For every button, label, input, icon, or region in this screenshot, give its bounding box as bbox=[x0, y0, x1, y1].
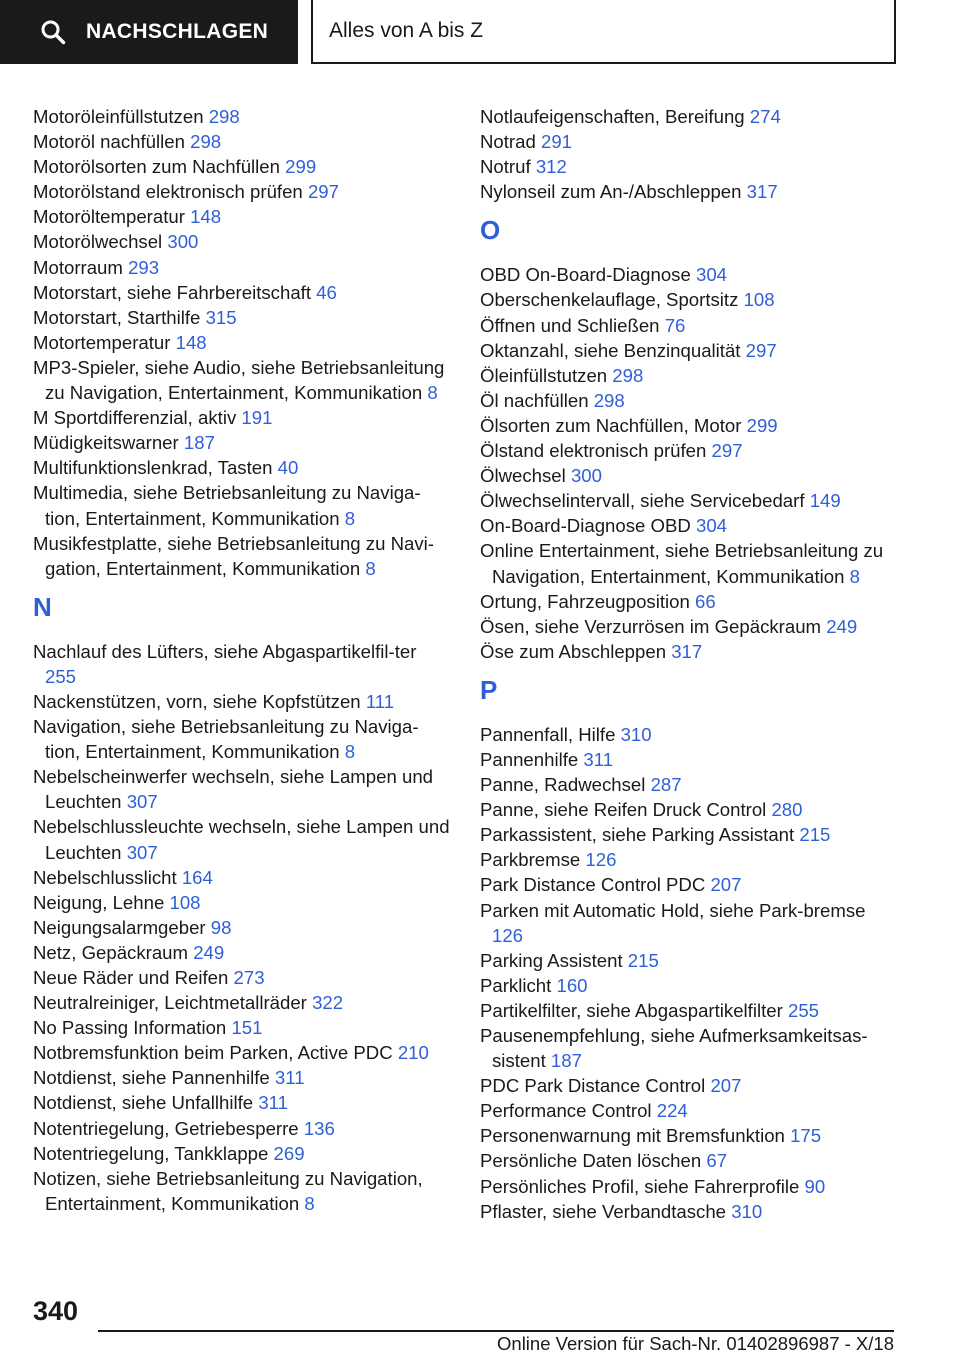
index-entry-text: Neigungsalarmgeber bbox=[33, 916, 206, 938]
index-entry-text: Partikelfilter, siehe Abgaspartikelfilter bbox=[480, 999, 783, 1021]
index-entry-text: Netz, Gepäckraum bbox=[33, 941, 189, 963]
index-page-link[interactable]: 298 bbox=[190, 131, 222, 153]
index-page-link[interactable]: 8 bbox=[849, 565, 860, 587]
page-header bbox=[0, 0, 960, 66]
index-entry bbox=[480, 1123, 900, 1148]
index-entry bbox=[480, 179, 900, 204]
index-entry-text: Öse zum Abschleppen bbox=[480, 640, 667, 662]
index-entry bbox=[33, 179, 451, 204]
index-page-link[interactable]: 310 bbox=[620, 723, 652, 745]
active-tab-label: Alles von A bis Z bbox=[329, 19, 484, 42]
index-page-link[interactable]: 298 bbox=[593, 389, 625, 411]
index-entry-text: Oberschenkelauflage, Sportsitz bbox=[480, 289, 739, 311]
index-entry-text: Pflaster, siehe Verbandtasche bbox=[480, 1200, 727, 1222]
index-entry-text: Nebelschlusslicht bbox=[33, 866, 177, 888]
index-page-link[interactable]: 255 bbox=[45, 665, 77, 687]
index-page-link[interactable]: 304 bbox=[696, 515, 728, 537]
index-entry-text: Motortemperatur bbox=[33, 331, 171, 353]
search-tab[interactable] bbox=[0, 0, 298, 64]
page-number: 340 bbox=[33, 1296, 79, 1326]
index-entry-text: Motoröltemperatur bbox=[33, 206, 185, 228]
index-entry bbox=[33, 865, 451, 890]
index-entry-text: Parkbremse bbox=[480, 849, 581, 871]
index-entry-text: Notdienst, siehe Pannenhilfe bbox=[33, 1067, 270, 1089]
index-entry-text: Panne, siehe Reifen Druck Control bbox=[480, 799, 767, 821]
index-page-link[interactable]: 148 bbox=[175, 331, 207, 353]
index-letter-heading: N bbox=[33, 591, 52, 622]
index-entry bbox=[480, 538, 900, 588]
index-entry-text: Notdienst, siehe Unfallhilfe bbox=[33, 1092, 254, 1114]
index-page-link[interactable]: 312 bbox=[535, 156, 567, 178]
index-entry bbox=[33, 639, 451, 689]
index-page-link[interactable]: 149 bbox=[809, 490, 841, 512]
index-entry bbox=[33, 305, 451, 330]
index-page-link[interactable]: 311 bbox=[258, 1092, 288, 1114]
index-entry-text: Multimedia, siehe Betriebsanleitung zu Naviga‐tion, Entertainment, Kommunikation bbox=[33, 482, 421, 529]
index-entry bbox=[33, 154, 451, 179]
index-page-link[interactable]: 293 bbox=[128, 256, 160, 278]
index-entry-text: Notentriegelung, Getriebesperre bbox=[33, 1117, 299, 1139]
index-entry-text: Ölstand elektronisch prüfen bbox=[480, 440, 707, 462]
index-page-link[interactable]: 273 bbox=[233, 967, 265, 988]
index-entry bbox=[33, 1116, 451, 1141]
index-entry bbox=[480, 772, 900, 797]
index-page-link[interactable]: 291 bbox=[540, 131, 573, 153]
index-entry-text: Motoröl nachfüllen bbox=[33, 131, 185, 153]
index-entry bbox=[480, 614, 900, 639]
index-page-link[interactable]: 297 bbox=[307, 181, 339, 203]
index-entry bbox=[480, 154, 900, 179]
index-entry-text: Ölwechselintervall, siehe Servicebedarf bbox=[480, 490, 805, 512]
index-entry-text: No Passing Information bbox=[33, 1017, 227, 1039]
index-entry-text: Notizen, siehe Betriebsanleitung zu Navigation, Entertainment, Kommunikation bbox=[33, 1167, 423, 1214]
index-page-link[interactable]: 210 bbox=[397, 1042, 429, 1064]
index-page-link[interactable]: 269 bbox=[273, 1142, 305, 1164]
index-entry bbox=[33, 280, 451, 305]
index-page-link[interactable]: 108 bbox=[169, 891, 201, 913]
index-page-link[interactable]: 108 bbox=[743, 289, 775, 311]
index-entry bbox=[480, 363, 900, 388]
index-page-link[interactable]: 249 bbox=[193, 941, 225, 963]
index-entry bbox=[33, 129, 451, 154]
index-entry bbox=[480, 1023, 900, 1073]
index-entry bbox=[480, 639, 900, 664]
index-page-link[interactable]: 8 bbox=[344, 507, 356, 529]
index-entry bbox=[480, 822, 900, 847]
index-entry bbox=[33, 1141, 451, 1166]
index-page-link[interactable]: 311 bbox=[583, 748, 614, 770]
index-page-link[interactable]: 315 bbox=[205, 306, 237, 328]
index-page-link[interactable]: 322 bbox=[312, 992, 344, 1014]
index-entry-text: Müdigkeitswarner bbox=[33, 432, 179, 454]
index-page-link[interactable]: 297 bbox=[745, 339, 777, 361]
index-page-link[interactable]: 311 bbox=[274, 1067, 305, 1089]
index-entry-text: M Sportdifferenzial, aktiv bbox=[33, 407, 237, 429]
index-entry bbox=[33, 405, 451, 430]
index-entry bbox=[480, 129, 900, 154]
index-entry-text: Musikfestplatte, siehe Betriebsanleitung zu Navi‐gation, Entertainment, Kommunikation bbox=[33, 532, 435, 579]
index-page-link[interactable]: 164 bbox=[181, 866, 213, 888]
index-entry bbox=[480, 998, 900, 1023]
index-entry bbox=[480, 948, 900, 973]
index-entry-text: Notrad bbox=[480, 131, 536, 153]
index-page-link[interactable]: 90 bbox=[804, 1175, 826, 1197]
index-page-link[interactable]: 310 bbox=[731, 1200, 763, 1222]
index-page-link[interactable]: 66 bbox=[695, 590, 716, 612]
index-letter-heading: O bbox=[480, 215, 501, 246]
index-entry bbox=[33, 714, 451, 764]
index-entry bbox=[480, 722, 900, 747]
index-entry-text: MP3-Spieler, siehe Audio, siehe Betriebsanleitung zu Navigation, Entertainment, Kommunikation bbox=[33, 356, 445, 404]
index-page-link[interactable]: 307 bbox=[126, 841, 158, 863]
index-entry bbox=[33, 455, 451, 480]
index-page-link[interactable]: 298 bbox=[208, 106, 240, 127]
index-entry bbox=[33, 204, 451, 229]
index-entry bbox=[480, 463, 900, 488]
index-page-link[interactable]: 215 bbox=[627, 949, 659, 971]
index-entry bbox=[480, 513, 900, 538]
index-entry-text: Motoröleinfüllstutzen bbox=[33, 106, 204, 127]
index-entry bbox=[480, 847, 900, 872]
index-entry bbox=[480, 438, 900, 463]
index-entry bbox=[480, 338, 900, 363]
index-entry-text: Personenwarnung mit Bremsfunktion bbox=[480, 1125, 785, 1147]
index-entry bbox=[33, 1065, 451, 1090]
index-entry bbox=[480, 1199, 900, 1224]
index-entry-text: Nachlauf des Lüfters, siehe Abgaspartikelfil‐ter bbox=[33, 640, 417, 662]
index-entry-text: Parken mit Automatic Hold, siehe Park‐bremse bbox=[480, 899, 866, 921]
index-entry-text: Multifunktionslenkrad, Tasten bbox=[33, 457, 273, 479]
index-entry-text: Online Entertainment, siehe Betriebsanleitung zu Navigation, Entertainment, Kommunikation bbox=[480, 540, 884, 587]
index-entry-text: Motorölwechsel bbox=[33, 231, 163, 253]
index-entry bbox=[33, 531, 451, 581]
index-page-link[interactable]: 98 bbox=[210, 916, 232, 938]
index-page-link[interactable]: 317 bbox=[746, 181, 778, 203]
index-page-link[interactable]: 191 bbox=[241, 407, 273, 429]
index-page-link[interactable]: 151 bbox=[231, 1017, 263, 1039]
index-entry-text: Pausenempfehlung, siehe Aufmerksamkeitsas‐sistent bbox=[480, 1025, 868, 1072]
index-entry-text: Nebelscheinwerfer wechseln, siehe Lampen und Leuchten bbox=[33, 766, 434, 813]
index-entry-text: Persönliche Daten löschen bbox=[480, 1150, 702, 1172]
index-entry-text: Motorölsorten zum Nachfüllen bbox=[33, 156, 280, 178]
index-entry-text: Motorölstand elektronisch prüfen bbox=[33, 181, 303, 203]
index-entry bbox=[33, 330, 451, 355]
index-page-link[interactable]: 40 bbox=[277, 457, 299, 479]
index-entry-text: Parkassistent, siehe Parking Assistant bbox=[480, 824, 795, 846]
index-page-link[interactable]: 67 bbox=[706, 1150, 728, 1172]
index-page-link[interactable]: 304 bbox=[696, 264, 728, 286]
index-entry bbox=[33, 689, 451, 714]
index-entry bbox=[33, 355, 451, 405]
index-column-right bbox=[480, 104, 900, 1224]
index-entry-text: Pannenhilfe bbox=[480, 748, 579, 770]
index-page-link[interactable]: 298 bbox=[612, 364, 644, 386]
index-entry-text: Performance Control bbox=[480, 1100, 652, 1122]
index-page-link[interactable]: 317 bbox=[671, 640, 703, 662]
index-page-link[interactable]: 76 bbox=[664, 314, 686, 336]
index-entry bbox=[33, 430, 451, 455]
index-entry bbox=[480, 589, 900, 614]
index-entry-text: OBD On-Board-Diagnose bbox=[480, 264, 691, 286]
index-page-link[interactable]: 224 bbox=[656, 1100, 688, 1122]
tab-alles-von-a-bis-z[interactable] bbox=[311, 0, 896, 64]
index-entry bbox=[33, 229, 451, 254]
index-entry bbox=[33, 915, 451, 940]
index-page-link[interactable]: 297 bbox=[711, 440, 743, 462]
index-entry-text: Panne, Radwechsel bbox=[480, 774, 646, 796]
index-entry bbox=[480, 1098, 900, 1123]
index-page-link[interactable]: 287 bbox=[650, 774, 682, 796]
index-entry-text: Neigung, Lehne bbox=[33, 891, 165, 913]
index-entry bbox=[480, 1174, 900, 1199]
index-entry-text: PDC Park Distance Control bbox=[480, 1075, 706, 1097]
index-entry bbox=[33, 1090, 451, 1115]
index-entry bbox=[480, 872, 900, 897]
index-entry-text: Motorstart, siehe Fahrbereitschaft bbox=[33, 281, 311, 303]
index-entry-text: Notruf bbox=[480, 156, 531, 178]
index-page-link[interactable]: 126 bbox=[585, 849, 617, 871]
index-page-link[interactable]: 46 bbox=[316, 281, 337, 303]
index-page-link[interactable]: 299 bbox=[285, 156, 317, 178]
index-entry-text: Motorraum bbox=[33, 256, 123, 278]
index-entry bbox=[480, 973, 900, 998]
index-entry-text: Notbremsfunktion beim Parken, Active PDC bbox=[33, 1042, 393, 1064]
index-entry-text: Notlaufeigenschaften, Bereifung bbox=[480, 106, 745, 127]
index-entry bbox=[33, 480, 451, 530]
index-page-link[interactable]: 126 bbox=[492, 924, 524, 946]
index-entry bbox=[33, 1166, 451, 1216]
index-entry bbox=[480, 797, 900, 822]
index-page-link[interactable]: 136 bbox=[303, 1117, 335, 1139]
index-entry-text: Motorstart, Starthilfe bbox=[33, 306, 201, 328]
index-page-link[interactable]: 274 bbox=[749, 106, 781, 127]
index-entry-text: Ortung, Fahrzeugposition bbox=[480, 590, 690, 612]
index-entry bbox=[33, 1015, 451, 1040]
index-entry bbox=[33, 965, 451, 990]
index-entry-text: Neue Räder und Reifen bbox=[33, 967, 229, 988]
index-page-link[interactable]: 249 bbox=[826, 615, 858, 637]
index-entry bbox=[33, 104, 451, 129]
index-entry bbox=[480, 313, 900, 338]
index-entry-text: Persönliches Profil, siehe Fahrerprofile bbox=[480, 1175, 800, 1197]
index-entry bbox=[33, 814, 451, 864]
index-entry bbox=[480, 1073, 900, 1098]
index-page-link[interactable]: 111 bbox=[365, 690, 395, 712]
index-entry-text: Notentriegelung, Tankklappe bbox=[33, 1142, 269, 1164]
index-entry bbox=[480, 413, 900, 438]
index-entry-text: Nylonseil zum An-/Abschleppen bbox=[480, 181, 742, 203]
index-entry-text: Öl nachfüllen bbox=[480, 389, 589, 411]
index-entry bbox=[480, 747, 900, 772]
index-page-link[interactable]: 307 bbox=[126, 791, 158, 813]
index-entry bbox=[480, 388, 900, 413]
index-entry-text: Pannenfall, Hilfe bbox=[480, 723, 616, 745]
index-entry bbox=[33, 940, 451, 965]
index-entry-text: Nackenstützen, vorn, siehe Kopfstützen bbox=[33, 690, 361, 712]
index-page-link[interactable]: 215 bbox=[799, 824, 831, 846]
index-column-left bbox=[33, 104, 451, 1216]
index-entry-text: Navigation, siehe Betriebsanleitung zu Naviga‐tion, Entertainment, Kommunikation bbox=[33, 716, 419, 763]
index-page-link[interactable]: 8 bbox=[304, 1192, 315, 1214]
index-entry-text: Parking Assistent bbox=[480, 949, 623, 971]
index-entry-text: Parklicht bbox=[480, 974, 552, 996]
index-entry bbox=[480, 262, 900, 287]
index-entry bbox=[480, 287, 900, 312]
index-page-link[interactable]: 160 bbox=[556, 974, 588, 996]
index-page-link[interactable]: 300 bbox=[167, 231, 199, 253]
footer-version-text: Online Version für Sach-Nr. 01402896987 - X/18 bbox=[497, 1333, 894, 1354]
index-entry-text: Oktanzahl, siehe Benzinqualität bbox=[480, 339, 741, 361]
index-page-link[interactable]: 175 bbox=[790, 1125, 822, 1147]
index-entry bbox=[33, 990, 451, 1015]
index-page-link[interactable]: 299 bbox=[746, 414, 778, 436]
index-letter-heading: P bbox=[480, 674, 498, 705]
index-entry-text: Park Distance Control PDC bbox=[480, 874, 706, 896]
index-entry bbox=[480, 898, 900, 948]
index-entry bbox=[480, 104, 900, 129]
index-entry bbox=[33, 255, 451, 280]
index-entry-text: Ölsorten zum Nachfüllen, Motor bbox=[480, 414, 742, 436]
index-page-link[interactable]: 207 bbox=[710, 1075, 742, 1097]
index-page-link[interactable]: 8 bbox=[427, 382, 438, 404]
search-icon bbox=[40, 19, 66, 45]
index-page-link[interactable]: 8 bbox=[344, 741, 356, 763]
index-entry-text: Öleinfüllstutzen bbox=[480, 364, 608, 386]
index-entry-text: On-Board-Diagnose OBD bbox=[480, 515, 691, 537]
index-entry bbox=[33, 890, 451, 915]
index-entry-text: Ölwechsel bbox=[480, 465, 566, 487]
search-tab-label: NACHSCHLAGEN bbox=[86, 20, 269, 43]
index-page-link[interactable]: 148 bbox=[190, 206, 222, 228]
index-entry bbox=[480, 488, 900, 513]
index-page-link[interactable]: 187 bbox=[550, 1050, 582, 1072]
index-entry-text: Ösen, siehe Verzurrösen im Gepäckraum bbox=[480, 615, 822, 637]
index-page-link[interactable]: 187 bbox=[183, 432, 215, 454]
index-entry bbox=[33, 764, 451, 814]
index-entry bbox=[480, 1148, 900, 1173]
index-entry-text: Neutralreiniger, Leichtmetallräder bbox=[33, 992, 307, 1014]
footer-divider bbox=[98, 1330, 894, 1332]
index-entry-text: Öffnen und Schließen bbox=[480, 314, 660, 336]
index-entry-text: Nebelschlussleuchte wechseln, siehe Lampen und Leuchten bbox=[33, 816, 450, 863]
index-page-link[interactable]: 300 bbox=[570, 465, 602, 487]
index-page-link[interactable]: 207 bbox=[710, 874, 742, 896]
index-page-link[interactable]: 280 bbox=[771, 799, 803, 821]
index-page-link[interactable]: 8 bbox=[365, 557, 376, 579]
index-entry bbox=[33, 1040, 451, 1065]
index-page-link[interactable]: 255 bbox=[787, 999, 820, 1021]
